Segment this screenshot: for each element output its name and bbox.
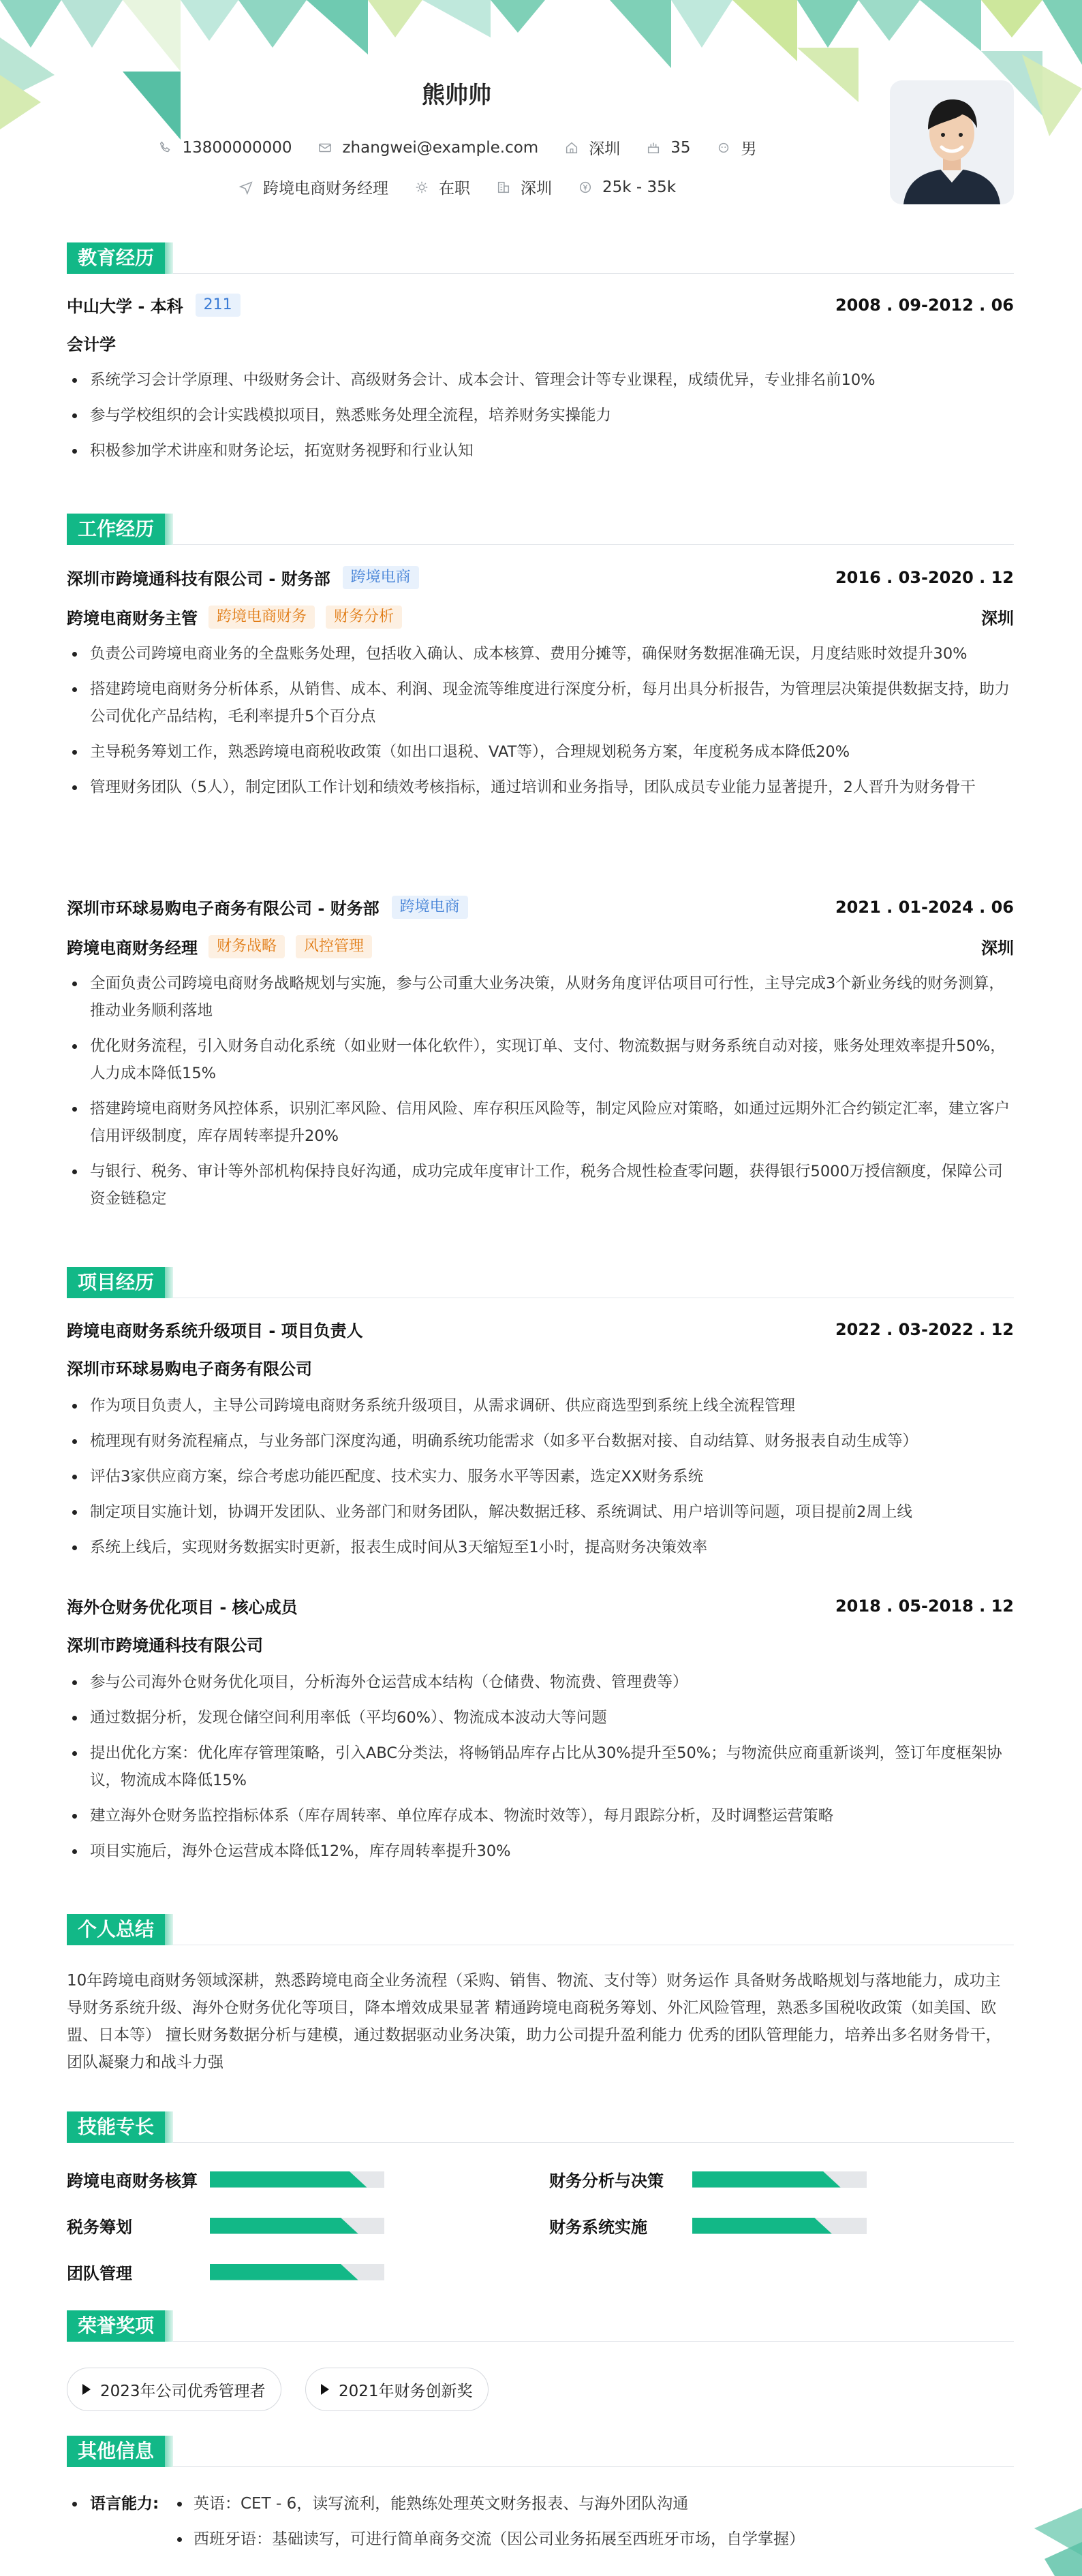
skills-title: 技能专长 xyxy=(67,2111,165,2143)
school-badge: 211 xyxy=(196,294,241,317)
summary-title: 个人总结 xyxy=(67,1914,165,1945)
skill-item xyxy=(549,2167,867,2191)
job-date: 2016 . 03-2020 . 12 xyxy=(835,567,1014,587)
list-item: 系统学习会计学原理、中级财务会计、高级财务会计、成本会计、管理会计等专业课程，成绩优异，专业排名前10% xyxy=(67,366,1014,394)
target-city-item xyxy=(495,176,552,198)
school-name: 中山大学 - 本科 xyxy=(67,297,183,316)
skill-name: 财务系统实施 xyxy=(549,2218,647,2237)
resume-header xyxy=(0,0,1082,218)
job-1-role-line xyxy=(67,605,1014,629)
mail-icon xyxy=(316,139,334,157)
skill-fill xyxy=(692,2218,832,2234)
other-section xyxy=(67,2436,1014,2572)
language-label: 语言能力: xyxy=(90,2495,159,2513)
job-date: 2021 . 01-2024 . 06 xyxy=(835,897,1014,917)
role-tag: 跨境电商财务 xyxy=(208,606,315,629)
list-item: 负责公司跨境电商业务的全盘账务处理，包括收入确认、成本核算、费用分摊等，确保财务数据准确无误，月度结账时效提升30% xyxy=(67,640,1014,667)
phone-item xyxy=(157,139,292,157)
project-date: 2018 . 05-2018 . 12 xyxy=(835,1596,1014,1616)
skill-item xyxy=(67,2260,384,2284)
phone-icon xyxy=(157,139,174,157)
job-status-text: 在职 xyxy=(438,180,470,198)
status-icon xyxy=(413,178,431,196)
list-item: 搭建跨境电商财务分析体系，从销售、成本、利润、现金流等维度进行深度分析，每月出具分析报告，为管理层决策提供数据支持，助力公司优化产品结构，毛利率提升5个百分点 xyxy=(67,676,1014,730)
list-item: 与银行、税务、审计等外部机构保持良好沟通，成功完成年度审计工作，税务合规性检查零问题，获得银行5000万授信额度，保障公司资金链稳定 xyxy=(67,1158,1014,1212)
list-item: 全面负责公司跨境电商财务战略规划与实施，参与公司重大业务决策，从财务角度评估项目可行性，主导完成3个新业务线的财务测算，推动业务顺利落地 xyxy=(67,970,1014,1024)
work-title: 工作经历 xyxy=(67,514,165,545)
project-name: 海外仓财务优化项目 - 核心成员 xyxy=(67,1598,298,1617)
job-intent-row xyxy=(0,176,913,198)
skill-item xyxy=(67,2167,384,2191)
salary-item xyxy=(576,178,676,196)
contact-row xyxy=(0,136,913,159)
list-item: 优化财务流程，引入财务自动化系统（如业财一体化软件），实现订单、支付、物流数据与财务系统自动对接，账务处理效率提升50%，人力成本降低15% xyxy=(67,1033,1014,1087)
job-role: 跨境电商财务主管 xyxy=(67,609,198,628)
skill-bar xyxy=(210,2218,384,2234)
list-item: 作为项目负责人，主导公司跨境电商财务系统升级项目，从需求调研、供应商选型到系统上线全流程管理 xyxy=(67,1392,1014,1419)
honor-text: 2021年财务创新奖 xyxy=(339,2382,473,2400)
target-position-text: 跨境电商财务经理 xyxy=(262,180,388,198)
bullet-dot xyxy=(72,2502,77,2507)
projects-header xyxy=(67,1267,1014,1298)
job-company: 深圳市跨境通科技有限公司 - 财务部 xyxy=(67,569,330,588)
bullet-dot xyxy=(177,2502,182,2507)
work-section xyxy=(67,514,1014,1256)
avatar xyxy=(890,80,1014,204)
list-item: 积极参加学术讲座和财务论坛，拓宽财务视野和行业认知 xyxy=(67,437,1014,465)
job-role: 跨境电商财务经理 xyxy=(67,939,198,958)
footer-decoration xyxy=(1007,2501,1082,2576)
skill-item xyxy=(549,2214,867,2237)
job-city: 深圳 xyxy=(981,609,1014,628)
job-company: 深圳市环球易购电子商务有限公司 - 财务部 xyxy=(67,899,380,918)
list-item: 建立海外仓财务监控指标体系（库存周转率、单位库存成本、物流时效等），每月跟踪分析，及时调整运营策略 xyxy=(67,1802,1014,1829)
building-icon xyxy=(495,178,512,196)
list-item: 梳理现有财务流程痛点，与业务部门深度沟通，明确系统功能需求（如多平台数据对接、自动结算、财务报表自动生成等） xyxy=(67,1428,1014,1455)
skill-bar xyxy=(692,2171,867,2188)
list-item: 参与公司海外仓财务优化项目，分析海外仓运营成本结构（仓储费、物流费、管理费等） xyxy=(67,1669,1014,1696)
project-1-name-line xyxy=(67,1317,1014,1341)
bullet-dot xyxy=(177,2537,182,2542)
list-item: 主导税务筹划工作，熟悉跨境电商税收政策（如出口退税、VAT等），合理规划税务方案，年度税务成本降低20% xyxy=(67,738,1014,766)
honors-list xyxy=(67,2368,1014,2413)
education-header xyxy=(67,242,1014,274)
role-tag: 风控管理 xyxy=(296,935,372,958)
list-item: 评估3家供应商方案，综合考虑功能匹配度、技术实力、服务水平等因素，选定XX财务系统 xyxy=(67,1463,1014,1490)
job-1-company-line xyxy=(67,565,1014,589)
project-2-company-line xyxy=(67,1632,1014,1656)
email-text: zhangwei@example.com xyxy=(342,138,539,157)
phone-text: 13800000000 xyxy=(182,138,292,157)
list-item: 制定项目实施计划，协调开发团队、业务部门和财务团队，解决数据迁移、系统调试、用户培训等问题，项目提前2周上线 xyxy=(67,1498,1014,1526)
play-icon xyxy=(82,2384,91,2395)
skill-fill xyxy=(210,2171,367,2188)
list-item: 通过数据分析，发现仓储空间利用率低（平均60%）、物流成本波动大等问题 xyxy=(67,1704,1014,1731)
job-status-item xyxy=(413,176,470,198)
target-position-item xyxy=(237,176,388,198)
project-1-company-line xyxy=(67,1355,1014,1379)
role-tag: 财务分析 xyxy=(326,606,402,629)
role-tag: 财务战略 xyxy=(208,935,285,958)
project-2-name-line xyxy=(67,1594,1014,1618)
age-icon xyxy=(645,139,662,157)
industry-badge: 跨境电商 xyxy=(343,566,419,589)
skill-bar xyxy=(210,2264,384,2280)
project-date: 2022 . 03-2022 . 12 xyxy=(835,1319,1014,1339)
email-item xyxy=(316,139,538,157)
candidate-name: 熊帅帅 xyxy=(422,82,491,109)
major-name: 会计学 xyxy=(67,335,116,354)
play-icon xyxy=(321,2384,329,2395)
projects-section xyxy=(67,1267,1014,1880)
language-item: 西班牙语：基础读写，可进行简单商务交流（因公司业务拓展至西班牙市场，自学掌握） xyxy=(194,2530,805,2548)
skill-name: 财务分析与决策 xyxy=(549,2171,664,2190)
target-city-text: 深圳 xyxy=(520,180,552,198)
honor-item xyxy=(67,2368,281,2411)
list-item: 管理财务团队（5人），制定团队工作计划和绩效考核指标，通过培训和业务指导，团队成员专业能力显著提升，2人晋升为财务骨干 xyxy=(67,774,1014,801)
send-icon xyxy=(237,178,255,196)
gender-text: 男 xyxy=(741,140,757,158)
projects-title: 项目经历 xyxy=(67,1267,165,1298)
list-item: 搭建跨境电商财务风控体系，识别汇率风险、信用风险、库存积压风险等，制定风险应对策略，如通过远期外汇合约锁定汇率，建立客户信用评级制度，库存周转率提升20% xyxy=(67,1095,1014,1150)
job-1-bullets xyxy=(67,640,1014,809)
job-city: 深圳 xyxy=(981,939,1014,958)
language-block xyxy=(67,2490,1014,2565)
honors-title: 荣誉奖项 xyxy=(67,2310,165,2342)
summary-section xyxy=(67,1914,1014,2105)
gender-item xyxy=(715,136,756,159)
job-2-role-line xyxy=(67,934,1014,958)
salary-icon xyxy=(576,178,594,196)
skill-item xyxy=(67,2214,384,2237)
age-text: 35 xyxy=(670,138,691,157)
honors-section xyxy=(67,2310,1014,2413)
job-2-bullets xyxy=(67,970,1014,1221)
skill-bar xyxy=(210,2171,384,2188)
project-2-bullets xyxy=(67,1669,1014,1873)
skill-fill xyxy=(692,2171,841,2188)
project-company: 深圳市环球易购电子商务有限公司 xyxy=(67,1360,312,1379)
home-icon xyxy=(563,139,581,157)
skills-section xyxy=(67,2111,1014,2302)
location-text: 深圳 xyxy=(589,140,621,158)
list-item: 项目实施后，海外仓运营成本降低12%，库存周转率提升30% xyxy=(67,1838,1014,1865)
skill-bar xyxy=(692,2218,867,2234)
other-title: 其他信息 xyxy=(67,2436,165,2467)
summary-text: 10年跨境电商财务领域深耕，熟悉跨境电商全业务流程（采购、销售、物流、支付等）财务运作 具备财务战略规划与落地能力，成功主导财务系统升级、海外仓财务优化等项目，降本增效成果显著 精通跨境电商税务筹划、外汇风险管理，熟悉多国税收政策（如美国、欧盟、日本等） 擅长财务数据分析与建模，通过数据驱动业务决策，助力公司提升盈利能力 优秀的团队管理能力，培养出多名财务骨干，团队凝聚力和战斗力强 xyxy=(67,1972,1002,2071)
location-item xyxy=(563,136,620,159)
major-line xyxy=(67,331,1014,355)
skill-name: 团队管理 xyxy=(67,2264,132,2283)
summary-header xyxy=(67,1914,1014,1945)
honors-header xyxy=(67,2310,1014,2342)
gender-icon xyxy=(715,139,732,157)
list-item: 提出优化方案：优化库存管理策略，引入ABC分类法，将畅销品库存占比从30%提升至50%；与物流供应商重新谈判，签订年度框架协议，物流成本降低15% xyxy=(67,1740,1014,1794)
honor-text: 2023年公司优秀管理者 xyxy=(100,2382,266,2400)
skill-fill xyxy=(210,2264,358,2280)
project-company: 深圳市跨境通科技有限公司 xyxy=(67,1636,263,1655)
salary-text: 25k - 35k xyxy=(602,178,677,196)
work-header xyxy=(67,514,1014,545)
list-item: 系统上线后，实现财务数据实时更新，报表生成时间从3天缩短至1小时，提高财务决策效率 xyxy=(67,1534,1014,1561)
list-item: 参与学校组织的会计实践模拟项目，熟悉账务处理全流程，培养财务实操能力 xyxy=(67,402,1014,429)
skill-fill xyxy=(210,2218,358,2234)
job-2-company-line xyxy=(67,895,1014,919)
honor-item xyxy=(305,2368,489,2411)
project-name: 跨境电商财务系统升级项目 - 项目负责人 xyxy=(67,1321,363,1340)
education-bullets xyxy=(67,366,1014,473)
industry-badge: 跨境电商 xyxy=(392,896,468,919)
project-1-bullets xyxy=(67,1392,1014,1569)
skill-name: 税务筹划 xyxy=(67,2218,132,2237)
skill-name: 跨境电商财务核算 xyxy=(67,2171,198,2190)
education-entry-line xyxy=(67,293,1014,317)
language-item: 英语：CET - 6，读写流利，能熟练处理英文财务报表、与海外团队沟通 xyxy=(194,2495,689,2513)
education-date: 2008 . 09-2012 . 06 xyxy=(835,295,1014,315)
age-item xyxy=(645,139,690,157)
skills-header xyxy=(67,2111,1014,2143)
education-title: 教育经历 xyxy=(67,242,165,274)
other-header xyxy=(67,2436,1014,2467)
education-section xyxy=(67,242,1014,488)
